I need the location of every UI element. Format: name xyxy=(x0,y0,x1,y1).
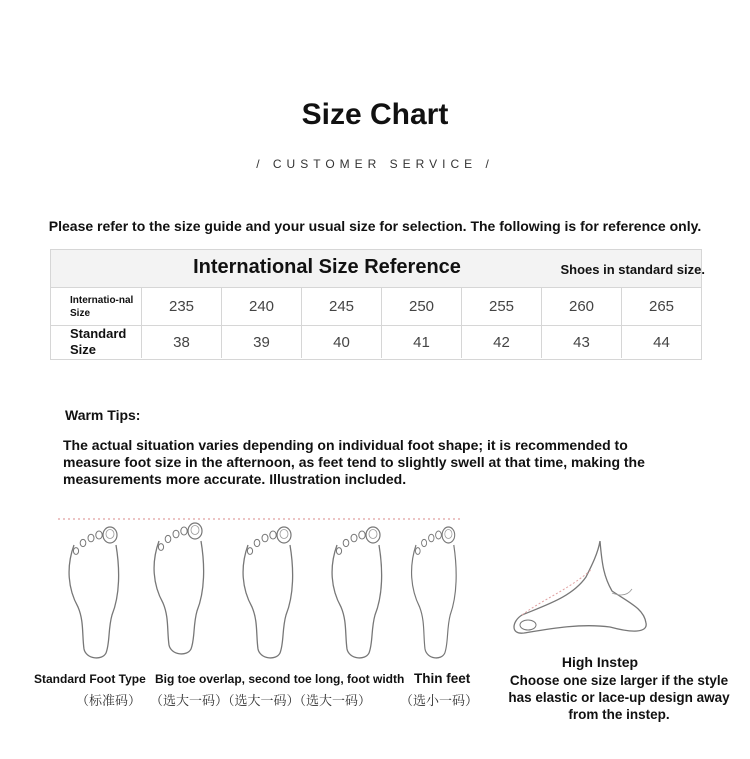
foot-type-sub-thin: （选小一码） xyxy=(400,693,479,708)
table-cell: 235 xyxy=(142,288,222,325)
page-subtitle: / CUSTOMER SERVICE / xyxy=(256,157,494,171)
foot-type-sub-standard: （标准码） xyxy=(76,693,142,708)
table-cell: 41 xyxy=(382,326,462,358)
foot-high-instep-icon xyxy=(514,541,646,633)
high-instep-desc: Choose one size larger if the style has elastic or lace-up design away from the instep. xyxy=(508,673,730,722)
foot-type-label-overlap: Big toe overlap, second toe long, foot width xyxy=(155,672,405,686)
foot-wide-icon xyxy=(332,527,382,658)
foot-second-toe-long-icon xyxy=(243,527,293,658)
foot-thin-icon xyxy=(412,527,457,658)
table-cell: 245 xyxy=(302,288,382,325)
row-label-standard: Standard Size xyxy=(51,326,142,358)
size-table-header xyxy=(51,250,705,288)
table-cell: 40 xyxy=(302,326,382,358)
size-table-note: Shoes in standard size. xyxy=(560,262,705,277)
table-cell: 44 xyxy=(653,333,670,351)
foot-type-sub-overlap: （选大一码）（选大一码）（选大一码） xyxy=(150,693,372,708)
warm-tips-title: Warm Tips: xyxy=(65,407,141,423)
foot-illustrations xyxy=(0,505,750,665)
foot-type-label-thin: Thin feet xyxy=(414,671,471,686)
table-cell: 255 xyxy=(462,288,542,325)
warm-tips-body: The actual situation varies depending on individual foot shape; it is recommended to measure foot size in the afternoon, as feet tend to slightly swell at that time, making the measurements more accurate. Illustration included. xyxy=(63,437,645,487)
table-cell: 260 xyxy=(542,288,622,325)
page-title: Size Chart xyxy=(301,98,449,131)
row-label-international: Internatio-nal Size xyxy=(51,288,142,325)
size-table xyxy=(50,249,705,360)
foot-standard-icon xyxy=(69,527,119,658)
foot-type-label-standard: Standard Foot Type xyxy=(34,672,146,686)
table-cell: 42 xyxy=(462,326,542,358)
table-cell: 265 xyxy=(648,298,675,315)
high-instep-title: High Instep xyxy=(561,654,639,670)
size-table-title: International Size Reference xyxy=(193,256,461,278)
table-cell: 240 xyxy=(222,288,302,325)
table-cell: 43 xyxy=(542,326,622,358)
table-row-international xyxy=(51,288,701,326)
table-row-standard xyxy=(51,326,701,358)
table-cell: 39 xyxy=(222,326,302,358)
table-cell: 38 xyxy=(142,326,222,358)
intro-text: Please refer to the size guide and your usual size for selection. The following is for reference only. xyxy=(48,218,702,234)
foot-big-toe-overlap-icon xyxy=(154,523,204,654)
table-cell: 250 xyxy=(382,288,462,325)
